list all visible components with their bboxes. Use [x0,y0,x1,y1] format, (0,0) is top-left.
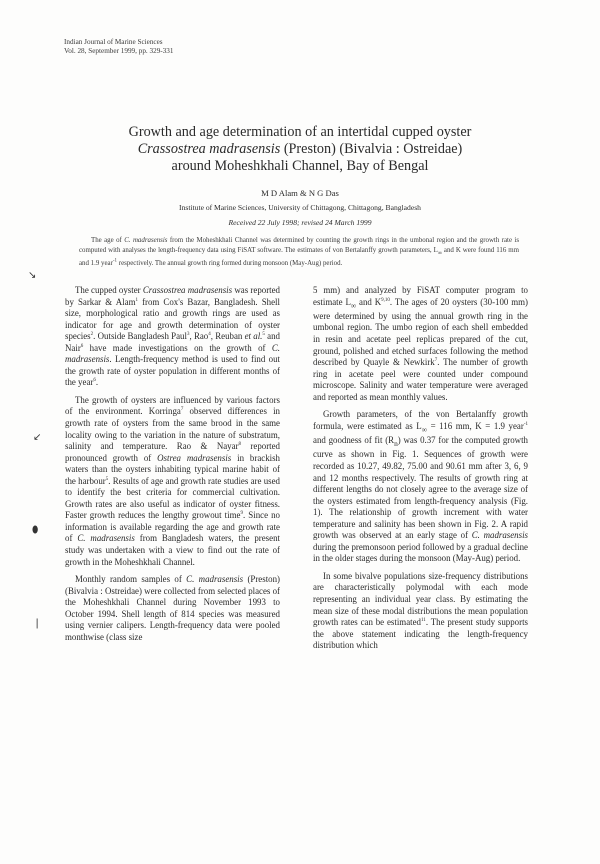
authors: M D Alam & N G Das [261,188,339,198]
paragraph: Growth parameters, of the von Bertalanffy growth formula, were estimated as $L_\infty = 116$ mm, K = 1.9 year$^{-1}$ and goodness of fit $(R_n)$ was 0.37 for the computed growth curve as shown in Fig. 1. Sequences of growth were recorded as 10.27, 49.82, 75.00 and 90.61 mm after 3, 6, 9 and 12 months respectively. The results of growth ring at different lengths do not closely agree to the average size of the oysters estimated from length-frequency analysis (Fig. 1). The relationship of growth increment with water temperature and salinity has been shown in Fig. 2. A rapid growth was observed at an early stage of C. madrasensis during the premonsoon period followed by a gradual decline in the older stages during the monsoon (May-Aug) period. [313,409,528,564]
title-line-3: around Moheshkhali Channel, Bay of Bengal [171,158,429,174]
paragraph: Monthly random samples of C. madrasensis (Preston) (Bivalvia : Ostreidae) were collected from selected places of the Moheshkhali Channel during November 1993 to October 1994. Shell length of 814 species was measured using vernier calipers. Length-frequency data were pooled monthwise (class size [65,574,280,642]
body-column-right [313,285,528,658]
paragraph: The cupped oyster Crassostrea madrasensis was reported by Sarkar & Alam$^1$ from Cox's Bazar, Bangladesh. Shell size, morphological ratio and growth rings are used as indicator for age and growth determination of oyster species$^2$. Outside Bangladesh Paul$^3$, Rao$^4$, Reuban et al.$^5$ and Nair$^6$ have made investigations on the growth of C. madrasensis. Length-frequency method is used to find out the growth rate of oyster population in different months of the year$^6$. [65,285,280,388]
title-line-2-rest: (Preston) (Bivalvia : Ostreidae) [280,141,463,157]
running-head [64,38,173,56]
title-species: Crassostrea madrasensis [137,141,281,157]
received-date: Received 22 July 1998; revised 24 March 1999 [228,218,372,227]
abstract: The age of C. madrasensis from the Moheshkhali Channel was determined by counting the growth rings in the umbonal region and the growth rate is computed with analyses the length-frequency data using FiSAT software. The estimates of von Bertalanffy growth parameters, $L_\infty$ and K were found 116 mm and 1.9 year$^{-1}$ respectively. The annual growth ring formed during monsoon (May-Aug) period. [79,237,520,267]
affiliation: Institute of Marine Sciences, University of Chittagong, Chittagong, Bangladesh [179,203,421,212]
margin-mark-3: ⬮ [32,525,39,536]
title-line-1: Growth and age determination of an intertidal cupped oyster [128,124,472,140]
margin-mark-2: ↙ [33,432,42,443]
paragraph: 5 mm) and analyzed by FiSAT computer program to estimate $L_\infty$ and K$^{9,10}$. The ages of 20 oysters (30-100 mm) were determined by using the annual growth ring in the umbonal region. The umbo region of each shell embedded in resin and acetate peel replicas prepared of the cut, ground, polished and etched surfaces following the method described by Quayle & Newkirk$^7$. The number of growth ring in acetate peel were counted under compound microscope. Salinity and water temperature were averaged and reported as mean monthly values. [313,285,528,402]
paragraph: The growth of oysters are influenced by various factors of the environment. Korringa$^7$ observed differences in growth rate of oysters from the same brood in the same locality owing to the variation in the nature of substratum, salinity and temperature. Rao & Nayar$^8$ reported pronounced growth of Ostrea madrasensis in brackish waters than the oysters inhabiting typical marine habit of the harbour$^5$. Results of age and growth rate studies are used to identify the best criteria for commercial cultivation. Growth rates are also useful as indicator of oyster fitness. Faster growth reduces the lengthy growout time$^9$. Since no information is available regarding the age and growth rate of C. madrasensis from Bangladesh waters, the present study was undertaken with a view to find out the rate of growth in the Moheshkhali Channel. [65,394,280,567]
body-column-left [65,285,280,649]
journal-name: Indian Journal of Marine Sciences [64,38,163,46]
volume-line: Vol. 28, September 1999, pp. 329-331 [64,47,174,55]
margin-mark-4: ❘ [33,618,42,629]
article-title [60,124,540,175]
margin-mark-1: ↘ [28,270,37,281]
title-line-2 [60,141,540,158]
paragraph: In some bivalve populations size-frequency distributions are characteristically polymodal with each mode representing an individual year class. By estimating the mean size of these modal distributions the mean population growth rates can be estimated$^{11}$. The present study supports the above statement indicating the length-frequency distribution which [313,570,528,651]
